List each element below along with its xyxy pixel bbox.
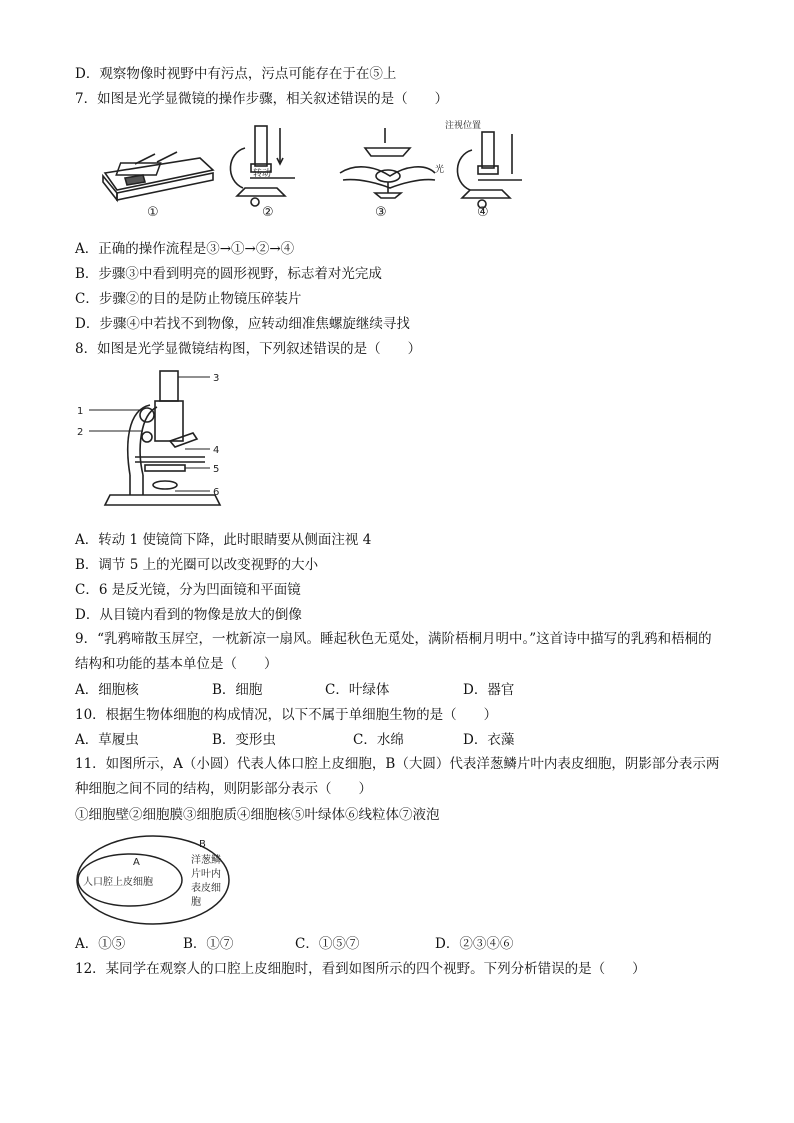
label-2: 2 xyxy=(77,427,84,438)
q11-option-d: D．②③④⑥ xyxy=(435,936,514,952)
q8-option-b: B．调节 5 上的光圈可以改变视野的大小 xyxy=(75,557,319,573)
q6-option-d: D．观察物像时视野中有污点，污点可能存在于在⑤上 xyxy=(75,66,397,82)
q11-figure xyxy=(75,833,235,932)
q10-option-b: B．变形虫 xyxy=(212,732,276,748)
q8-option-d: D．从目镜内看到的物像是放大的倒像 xyxy=(75,607,302,623)
q9-options xyxy=(75,681,725,699)
q7-figure xyxy=(95,118,535,227)
q9-option-d: D．器官 xyxy=(463,682,515,698)
q7-option-c: C．步骤②的目的是防止物镜压碎装片 xyxy=(75,291,302,307)
q10-option-c: C．水绵 xyxy=(353,732,404,748)
circle-b-label: B xyxy=(199,839,206,850)
q9-option-b: B．细胞 xyxy=(212,682,263,698)
q8-option-c: C．6 是反光镜，分为凹面镜和平面镜 xyxy=(75,582,301,598)
microscope-structure-diagram xyxy=(75,365,245,515)
q10-stem: 10．根据生物体细胞的构成情况，以下不属于单细胞生物的是（ ） xyxy=(75,707,498,723)
q11-options xyxy=(75,935,725,953)
label-3: 3 xyxy=(213,373,220,384)
label-5: 5 xyxy=(213,464,220,475)
q7-option-d: D．步骤④中若找不到物像，应转动细准焦螺旋继续寻找 xyxy=(75,316,410,332)
microscope-steps-illustration xyxy=(95,118,535,223)
q11-option-c: C．①⑤⑦ xyxy=(295,936,360,952)
step4-drawing xyxy=(457,132,522,208)
circle-b-text-line3: 表皮细 xyxy=(191,883,221,894)
q8-stem: 8．如图是光学显微镜结构图，下列叙述错误的是（ ） xyxy=(75,341,422,357)
circle-b-text-line4: 胞 xyxy=(191,897,201,908)
circle-a-label: A xyxy=(133,857,140,868)
q11-option-a: A．①⑤ xyxy=(75,936,126,952)
circle-b-text-line2: 片叶内 xyxy=(191,869,221,880)
circle-a-text: 人口腔上皮细胞 xyxy=(83,877,153,888)
step3-drawing xyxy=(340,128,435,198)
q10-option-d: D．衣藻 xyxy=(463,732,515,748)
q7-stem: 7．如图是光学显微镜的操作步骤，相关叙述错误的是（ ） xyxy=(75,91,449,107)
q9-option-a: A．细胞核 xyxy=(75,682,139,698)
step4-label: ④ xyxy=(477,205,489,220)
step2-label: ② xyxy=(262,205,274,220)
venn-diagram xyxy=(75,833,235,928)
q9-option-c: C．叶绿体 xyxy=(325,682,390,698)
q11-option-b: B．①⑦ xyxy=(183,936,234,952)
q8-option-a: A．转动 1 使镜筒下降，此时眼睛要从侧面注视 4 xyxy=(75,532,372,548)
step3-label: ③ xyxy=(375,205,387,220)
label-1: 1 xyxy=(77,406,84,417)
step1-drawing xyxy=(103,152,213,200)
q11-structure-list: ①细胞壁②细胞膜③细胞质④细胞核⑤叶绿体⑥线粒体⑦液泡 xyxy=(75,807,440,823)
label-4: 4 xyxy=(213,445,220,456)
label-6: 6 xyxy=(213,487,220,498)
q10-option-a: A．草履虫 xyxy=(75,732,139,748)
circle-b-text-line1: 洋葱鳞 xyxy=(191,855,221,866)
step4-annotation: 注视位置 xyxy=(445,121,482,131)
step3-annotation: 光 xyxy=(435,165,445,175)
q10-options xyxy=(75,731,725,749)
q12-stem: 12．某同学在观察人的口腔上皮细胞时，看到如图所示的四个视野。下列分析错误的是（ ） xyxy=(75,961,646,977)
step2-annotation: 转动 xyxy=(253,169,272,179)
q7-option-a: A．正确的操作流程是③→①→②→④ xyxy=(75,241,295,257)
q8-figure xyxy=(75,365,245,519)
q11-stem: 11．如图所示，A（小圆）代表人体口腔上皮细胞，B（大圆）代表洋葱鳞片叶内表皮细胞，阴影部分表示两种细胞之间不同的结构，则阴影部分表示（ ） xyxy=(75,756,720,797)
step2-drawing xyxy=(230,126,295,206)
step1-label: ① xyxy=(147,205,159,220)
q9-stem: 9．“乳鸦啼散玉屏空，一枕新凉一扇风。睡起秋色无觅处，满阶梧桐月明中。”这首诗中描写的乳鸦和梧桐的结构和功能的基本单位是（ ） xyxy=(75,631,712,672)
q7-option-b: B．步骤③中看到明亮的圆形视野，标志着对光完成 xyxy=(75,266,382,282)
